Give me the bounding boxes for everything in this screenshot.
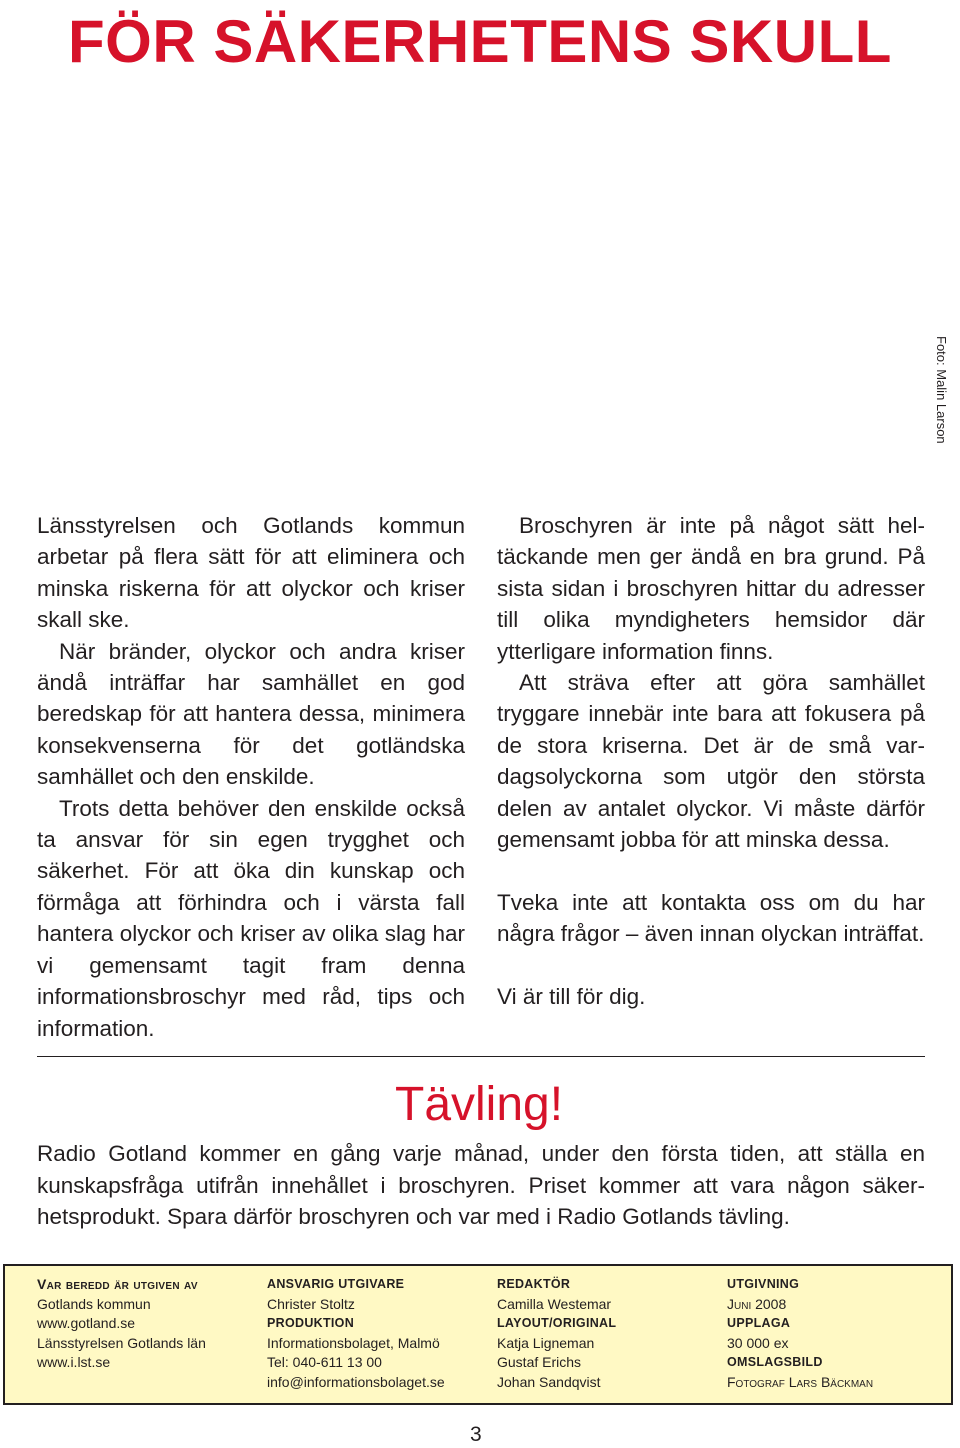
colophon-heading: PRODUKTION xyxy=(267,1316,355,1330)
horizontal-rule xyxy=(37,1056,925,1057)
colophon-line: Katja Ligneman xyxy=(497,1334,595,1351)
colophon-line: Juni 2008 xyxy=(727,1295,787,1312)
colophon-line: Johan Sandqvist xyxy=(497,1373,601,1390)
paragraph: Tveka inte att kontakta oss om du har några frågor – även innan olyckan inträffat. xyxy=(497,889,925,947)
closing-line: Vi är till för dig. xyxy=(497,984,646,1010)
colophon-heading: Var beredd är utgiven av xyxy=(37,1276,198,1292)
contest-title: Tävling! xyxy=(395,1078,564,1131)
page-number: 3 xyxy=(470,1423,482,1446)
colophon-line: Länsstyrelsen Gotlands län xyxy=(37,1334,206,1351)
colophon-heading: LAYOUT/ORIGINAL xyxy=(497,1316,617,1330)
paragraph: Trots detta behöver den enskilde också ta ansvar för sin egen trygghet och säkerhet. För att öka din kunskap och förmåga att förhindra och i värsta fall hantera olyckor och kriser av olika slag har vi gemensamt tagit fram denna informationsbroschyr med råd, tips och information. xyxy=(37,795,465,1041)
colophon-heading: REDAKTÖR xyxy=(497,1277,571,1291)
colophon-line: Christer Stoltz xyxy=(267,1295,355,1312)
paragraph: Att sträva efter att göra samhället tryggare innebär inte bara att fokusera på de stora kriserna. Det är de små vardagsolyckorna som utgör den största delen av antalet olyckor. Vi måste därför gemensamt jobba för att minska dessa. xyxy=(497,670,925,853)
colophon-line: Gustaf Erichs xyxy=(497,1354,582,1370)
colophon-line: Tel: 040-611 13 00 xyxy=(267,1354,382,1370)
page-title: FÖR SÄKERHETENS SKULL xyxy=(68,8,892,75)
colophon-heading: UPPLAGA xyxy=(727,1316,791,1330)
paragraph: Broschyren är inte på något sätt heltäckande men ger ändå en bra grund. På sista sidan i broschyren hittar du adresser till olika myndigheters hemsidor där ytterligare information finns. xyxy=(497,513,925,664)
paragraph: När bränder, olyckor och andra kriser ändå inträffar har samhället en god beredskap för att hantera dessa, minimera konsekvenserna för det gotländska samhället och den enskilde. xyxy=(37,638,465,790)
colophon-heading: UTGIVNING xyxy=(727,1277,800,1291)
right-column xyxy=(497,510,925,1012)
colophon-editor xyxy=(497,1275,616,1392)
left-column xyxy=(37,510,465,1044)
colophon-box xyxy=(3,1264,953,1405)
colophon-responsible xyxy=(267,1275,445,1392)
photo-credit: Foto: Malin Larson xyxy=(934,336,949,444)
colophon-line: www.i.lst.se xyxy=(37,1354,111,1370)
colophon-publisher xyxy=(37,1275,206,1373)
paragraph: Länsstyrelsen och Gotlands kommun arbetar på flera sätt för att eliminera och minska riskerna för att olyckor och kriser skall ske. xyxy=(37,513,465,633)
colophon-line: Informationsbolaget, Malmö xyxy=(267,1334,440,1351)
colophon-line: Fotograf Lars Bäckman xyxy=(727,1373,874,1390)
colophon-line: info@informationsbolaget.se xyxy=(267,1373,445,1390)
colophon-heading: ANSVARIG UTGIVARE xyxy=(267,1277,405,1291)
colophon-line: www.gotland.se xyxy=(37,1315,136,1331)
colophon-line: Gotlands kommun xyxy=(37,1295,151,1312)
colophon-line: 30 000 ex xyxy=(727,1334,789,1351)
colophon-heading: OMSLAGSBILD xyxy=(727,1355,823,1369)
colophon-line: Camilla Westemar xyxy=(497,1295,612,1312)
contest-text: Radio Gotland kommer en gång varje månad, under den första tiden, att ställa en kunskapsfråga utifrån innehållet i broschyren. Priset kommer att vara någon säkerhetsprodukt. Spara därför broschyren och var med i Radio Gotlands tävling. xyxy=(37,1141,925,1230)
colophon-edition xyxy=(727,1275,873,1392)
